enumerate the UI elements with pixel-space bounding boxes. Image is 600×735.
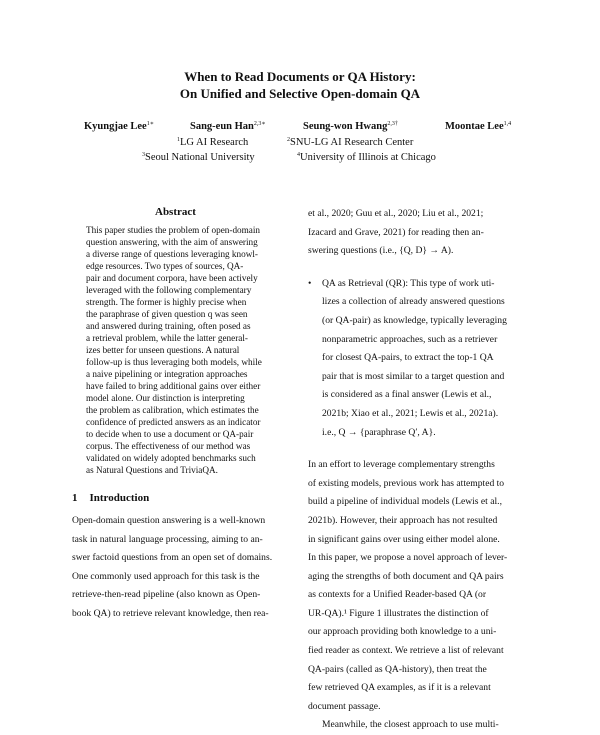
paragraph-line: fied reader as context. We retrieve a list of relevant (308, 645, 504, 657)
abstract-line: the problem as calibration, which estimates the (86, 405, 259, 415)
bullet-line: i.e., Q → {paraphrase Q′, A}. (322, 426, 436, 438)
bullet-icon: • (308, 277, 312, 289)
abstract-body (86, 224, 300, 476)
abstract-line: follow-up is thus leveraging both models, while (86, 357, 262, 367)
introduction-body (72, 512, 294, 624)
abstract-line: a naive pipelining or integration approaches (86, 369, 248, 379)
introduction-line: book QA) to retrieve relevant knowledge, then rea- (72, 607, 269, 619)
right-column (308, 205, 532, 735)
bullet-line: lizes a collection of already answered questions (322, 296, 505, 308)
paragraph-line: build a pipeline of individual models (Lewis et al., (308, 496, 502, 508)
abstract-line: the paraphrase of given question q was seen (86, 309, 248, 319)
abstract-line: have failed to bring additional gains over either (86, 381, 261, 391)
abstract-line: corpus. The effectiveness of our method was (86, 441, 251, 451)
abstract-line: a diverse range of questions leveraging knowl- (86, 249, 258, 259)
right-column-line: et al., 2020; Guu et al., 2020; Liu et al., 2021; (308, 208, 484, 219)
author-block (0, 120, 600, 176)
bullet-qa-as-retrieval (308, 275, 532, 442)
introduction-line: Open-domain question answering is a well-known (72, 515, 266, 526)
bullet-line: is considered as a final answer (Lewis et al., (322, 389, 492, 401)
paper-title (0, 68, 600, 102)
right-column-last-line: Meanwhile, the closest approach to use multi- (322, 719, 499, 731)
section-heading-introduction (72, 492, 161, 504)
affiliation-1: $^1$LG AI Research (177, 137, 249, 148)
section-number: 1 (72, 492, 78, 504)
abstract-line: and answered during training, often posed as (86, 321, 251, 331)
paragraph-line: as contexts for a Unified Reader-based QA (or (308, 589, 487, 601)
bullet-line: (or QA-pair) as knowledge, typically leveraging (322, 314, 507, 326)
title-line-2: On Unified and Selective Open-domain QA (179, 86, 421, 101)
abstract-line: This paper studies the problem of open-domain (86, 225, 261, 235)
abstract-line: question answering, with the aim of answering (86, 237, 258, 247)
introduction-line: task in natural language processing, aiming to an- (72, 533, 263, 545)
abstract-line: to decide when to use a document or QA-pair (86, 429, 254, 439)
abstract-line: pair and document corpora, have been actively (86, 273, 258, 283)
author-2: Sang-eun Han$^{2,3∗}$ (190, 121, 266, 132)
affiliation-4: $^4$University of Illinois at Chicago (297, 152, 436, 163)
bullet-line: nonparametric approaches, such as a retriever (322, 333, 498, 345)
right-column-line: swering questions (i.e., {Q, D} → A). (308, 245, 454, 257)
bullet-line: pair that is most similar to a target question and (322, 370, 505, 382)
author-3: Seung-won Hwang$^{2,3\dagger}$ (303, 121, 398, 132)
affiliation-2: $^2$SNU-LG AI Research Center (287, 137, 414, 148)
introduction-line: One commonly used approach for this task is the (72, 570, 260, 582)
paragraph-line: In an effort to leverage complementary strengths (308, 459, 495, 471)
paragraph-line: aging the strengths of both document and QA pairs (308, 570, 504, 582)
bullet-line: for closest QA-pairs, to extract the top-1 QA (322, 352, 494, 364)
abstract-line: validated on widely adopted benchmarks such (86, 453, 256, 463)
paragraph-line: our approach providing both knowledge to a uni- (308, 626, 497, 638)
paragraph-line: in significant gains over using either model alone. (308, 533, 500, 545)
abstract-line: leveraged with the following complementary (86, 285, 252, 295)
right-column-top-paragraph (308, 205, 532, 261)
abstract-line: izes better for unseen questions. A natural (86, 345, 240, 355)
bullet-line: QA as Retrieval (QR): This type of work uti- (322, 277, 495, 289)
author-1: Kyungjae Lee$^{1∗}$ (84, 121, 154, 132)
paragraph-line: few retrieved QA examples, as if it is a relevant (308, 682, 491, 694)
introduction-line: retrieve-then-read pipeline (also known as Open- (72, 589, 261, 601)
abstract-line: edge resources. Two types of sources, QA- (86, 261, 244, 271)
paragraph-line: 2021b). However, their approach has not resulted (308, 514, 498, 526)
section-title: Introduction (89, 492, 150, 504)
abstract-line: a retrieval problem, while the latter general- (86, 333, 248, 343)
author-4: Moontae Lee$^{1,4}$ (445, 121, 512, 132)
bullet-line: 2021b; Xiao et al., 2021; Lewis et al., 2021a). (322, 407, 499, 419)
title-line-1: When to Read Documents or QA History: (184, 69, 416, 84)
abstract-line: strength. The former is highly precise when (86, 297, 247, 307)
paragraph-line: of existing models, previous work has attempted to (308, 477, 505, 489)
paragraph-line: UR-QA).¹ Figure 1 illustrates the distinction of (308, 607, 489, 619)
right-column-paragraph (308, 456, 532, 716)
abstract-line: as Natural Questions and TriviaQA. (86, 465, 218, 475)
abstract-heading: Abstract (155, 206, 196, 218)
paragraph-line: In this paper, we propose a novel approach of lever- (308, 552, 508, 564)
paragraph-line: document passage. (308, 700, 381, 712)
abstract-line: model alone. Our distinction is interpreting (86, 393, 245, 403)
abstract-line: confidence of predicted answers as an indicator (86, 417, 261, 427)
right-column-line: Izacard and Grave, 2021) for reading then an- (308, 226, 484, 238)
paragraph-line: QA-pairs (called as QA-history), then treat the (308, 663, 487, 675)
introduction-line: swer factoid questions from an open set of domains. (72, 552, 273, 564)
affiliation-3: $^3$Seoul National University (142, 152, 255, 163)
